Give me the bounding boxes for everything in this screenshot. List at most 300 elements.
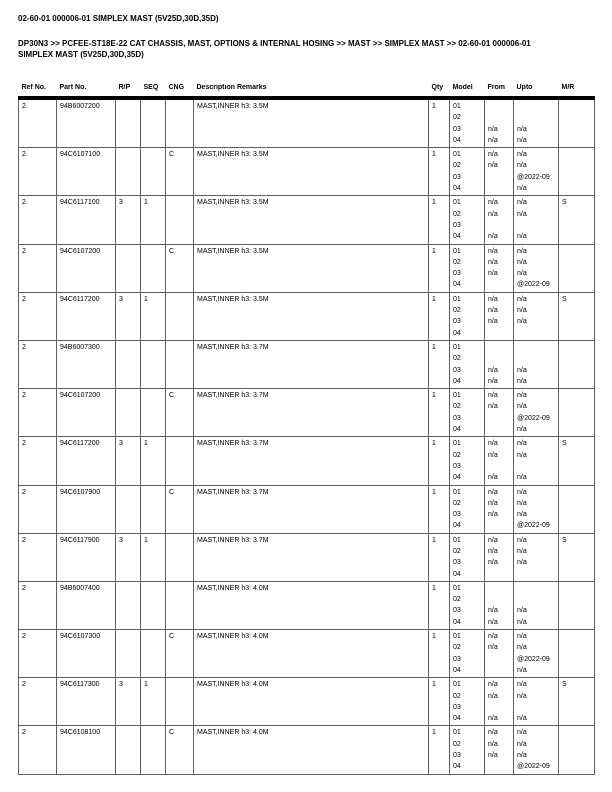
upto-value: n/a	[517, 488, 527, 496]
cell-cng-value: C	[169, 392, 175, 400]
from-value: n/a	[488, 233, 498, 241]
cell-qty	[429, 98, 450, 148]
cell-upto	[514, 244, 559, 292]
cell-part-no	[57, 196, 116, 244]
from-value	[488, 101, 512, 112]
model-value: 02	[453, 355, 461, 363]
from-value	[488, 220, 512, 231]
table-row	[19, 485, 595, 533]
cell-description-value: MAST,INNER h3: 3.7M	[197, 392, 269, 400]
cell-cng	[166, 244, 194, 292]
cell-rp-value: 3	[119, 681, 123, 689]
cell-mr-value: S	[562, 199, 567, 207]
table-row	[19, 389, 595, 437]
cell-qty-value: 1	[432, 536, 436, 544]
cell-description	[194, 630, 429, 678]
model-value: 02	[453, 692, 461, 700]
cell-mr-value: S	[562, 681, 567, 689]
from-value: n/a	[488, 210, 498, 218]
cell-description	[194, 340, 429, 388]
from-value	[488, 594, 512, 605]
cell-mr-value: S	[562, 295, 567, 303]
cell-rp	[116, 581, 141, 629]
column-header-description: Description Remarks	[194, 84, 429, 98]
cell-rp	[116, 389, 141, 437]
model-value: 04	[453, 522, 461, 530]
cell-part-no-value: 94C6107900	[60, 488, 101, 496]
column-header-from: From	[485, 84, 514, 98]
upto-value: n/a	[517, 392, 527, 400]
upto-value: n/a	[517, 740, 527, 748]
cell-ref-no	[19, 485, 57, 533]
cell-from	[485, 292, 514, 340]
model-value: 04	[453, 763, 461, 771]
cell-mr-value	[562, 727, 593, 738]
upto-value: n/a	[517, 729, 527, 737]
cell-qty-value: 1	[432, 247, 436, 255]
cell-mr-value	[562, 583, 593, 594]
cell-upto	[514, 485, 559, 533]
cell-description-value: MAST,INNER h3: 3.7M	[197, 536, 269, 544]
cell-rp-value	[119, 149, 139, 160]
cell-mr	[559, 148, 595, 196]
cell-part-no-value: 94C6117900	[60, 536, 100, 544]
upto-value: n/a	[517, 474, 527, 482]
cell-ref-no-value: 2	[22, 392, 26, 400]
cell-part-no-value: 94C6107200	[60, 247, 101, 255]
cell-qty	[429, 389, 450, 437]
from-value: n/a	[488, 729, 498, 737]
cell-ref-no	[19, 726, 57, 774]
cell-from	[485, 533, 514, 581]
from-value: n/a	[488, 392, 498, 400]
upto-value: n/a	[517, 666, 527, 674]
cell-cng-value: C	[169, 488, 175, 496]
upto-value: @2022-09	[517, 522, 550, 530]
cell-mr	[559, 389, 595, 437]
cell-part-no-value: 94C6117300	[60, 681, 100, 689]
cell-ref-no	[19, 244, 57, 292]
model-value: 01	[453, 199, 461, 207]
cell-ref-no-value: 2	[22, 343, 26, 351]
cell-ref-no-value: 2	[22, 247, 26, 255]
model-value: 03	[453, 462, 461, 470]
column-header-model: Model	[450, 84, 485, 98]
cell-cng-value: C	[169, 247, 175, 255]
cell-cng	[166, 678, 194, 726]
cell-model	[450, 485, 485, 533]
cell-ref-no-value: 2	[22, 440, 26, 448]
cell-part-no	[57, 630, 116, 678]
from-value: n/a	[488, 692, 498, 700]
cell-qty	[429, 581, 450, 629]
upto-value	[517, 594, 557, 605]
cell-description-value: MAST,INNER h3: 3.7M	[197, 440, 269, 448]
from-value	[488, 569, 512, 580]
model-value: 02	[453, 499, 461, 507]
cell-rp	[116, 533, 141, 581]
model-value: 03	[453, 125, 461, 133]
cell-description	[194, 148, 429, 196]
cell-upto	[514, 533, 559, 581]
cell-cng	[166, 726, 194, 774]
cell-description	[194, 678, 429, 726]
from-value: n/a	[488, 740, 498, 748]
cell-model	[450, 148, 485, 196]
cell-cng	[166, 437, 194, 485]
cell-seq-value: 1	[144, 681, 148, 689]
cell-upto	[514, 726, 559, 774]
cell-part-no	[57, 437, 116, 485]
cell-ref-no-value: 2	[22, 729, 26, 737]
cell-seq	[141, 98, 166, 148]
model-value: 02	[453, 644, 461, 652]
cell-seq-value: 1	[144, 536, 148, 544]
cell-mr	[559, 485, 595, 533]
cell-description-value: MAST,INNER h3: 3.5M	[197, 295, 269, 303]
model-value: 02	[453, 210, 461, 218]
cell-from	[485, 148, 514, 196]
upto-value	[517, 569, 557, 580]
model-value: 04	[453, 570, 461, 578]
cell-qty-value: 1	[432, 729, 436, 737]
from-value: n/a	[488, 511, 498, 519]
model-value: 03	[453, 559, 461, 567]
upto-value: @2022-09	[517, 414, 550, 422]
cell-part-no-value: 94C6107300	[60, 633, 101, 641]
cell-cng	[166, 148, 194, 196]
cell-ref-no-value: 2	[22, 151, 26, 159]
upto-value: n/a	[517, 752, 527, 760]
from-value: n/a	[488, 618, 498, 626]
model-value: 01	[453, 343, 461, 351]
cell-upto	[514, 98, 559, 148]
cell-cng-value	[169, 101, 192, 112]
cell-description	[194, 581, 429, 629]
from-value: n/a	[488, 270, 498, 278]
cell-cng	[166, 485, 194, 533]
upto-value: n/a	[517, 210, 527, 218]
upto-value: n/a	[517, 366, 527, 374]
cell-cng	[166, 581, 194, 629]
from-value: n/a	[488, 474, 498, 482]
model-value: 03	[453, 318, 461, 326]
cell-from	[485, 389, 514, 437]
cell-description	[194, 196, 429, 244]
from-value	[488, 702, 512, 713]
cell-from	[485, 678, 514, 726]
model-value: 03	[453, 703, 461, 711]
from-value: n/a	[488, 366, 498, 374]
cell-qty	[429, 148, 450, 196]
cell-qty-value: 1	[432, 151, 436, 159]
from-value: n/a	[488, 644, 498, 652]
cell-description-value: MAST,INNER h3: 4.0M	[197, 681, 269, 689]
from-value	[488, 353, 512, 364]
cell-qty	[429, 678, 450, 726]
from-value	[488, 413, 512, 424]
cell-ref-no	[19, 389, 57, 437]
cell-part-no-value: 94C6117100	[60, 199, 100, 207]
table-row	[19, 581, 595, 629]
cell-mr	[559, 726, 595, 774]
cell-description	[194, 292, 429, 340]
upto-value	[517, 353, 557, 364]
cell-seq	[141, 437, 166, 485]
cell-cng	[166, 196, 194, 244]
cell-part-no-value: 94B6007400	[60, 584, 100, 592]
cell-part-no-value: 94B6007200	[60, 103, 100, 110]
cell-model	[450, 389, 485, 437]
cell-rp-value: 3	[119, 295, 123, 303]
cell-seq	[141, 581, 166, 629]
upto-value: n/a	[517, 559, 527, 567]
table-row	[19, 340, 595, 388]
cell-description-value: MAST,INNER h3: 3.5M	[197, 247, 269, 255]
upto-value: n/a	[517, 451, 527, 459]
model-value: 01	[453, 151, 461, 159]
cell-cng	[166, 389, 194, 437]
page-title: 02-60-01 000006-01 SIMPLEX MAST (5V25D,30D,35D)	[18, 14, 219, 23]
from-value	[488, 112, 512, 123]
cell-upto	[514, 630, 559, 678]
cell-ref-no-value: 2	[22, 633, 26, 641]
cell-ref-no	[19, 437, 57, 485]
cell-part-no	[57, 148, 116, 196]
cell-mr-value	[562, 390, 593, 401]
model-value: 01	[453, 295, 461, 303]
cell-qty-value: 1	[432, 488, 436, 496]
cell-from	[485, 726, 514, 774]
upto-value: n/a	[517, 499, 527, 507]
cell-upto	[514, 196, 559, 244]
column-header-rp: R/P	[116, 84, 141, 98]
from-value: n/a	[488, 258, 498, 266]
from-value: n/a	[488, 681, 498, 689]
from-value: n/a	[488, 403, 498, 411]
upto-value: n/a	[517, 125, 527, 133]
cell-qty-value: 1	[432, 295, 436, 303]
column-header-mr: M/R	[559, 84, 595, 98]
cell-qty-value: 1	[432, 392, 436, 400]
model-value: 04	[453, 426, 461, 434]
cell-rp-value	[119, 390, 139, 401]
model-value: 03	[453, 607, 461, 615]
model-value: 04	[453, 185, 461, 193]
cell-part-no-value: 94C6107100	[60, 151, 101, 159]
column-header-ref-no: Ref No.	[19, 84, 57, 98]
cell-mr-value	[562, 631, 593, 642]
model-value: 04	[453, 666, 461, 674]
model-value: 04	[453, 715, 461, 723]
upto-value: n/a	[517, 258, 527, 266]
cell-description	[194, 533, 429, 581]
cell-cng	[166, 98, 194, 148]
cell-qty-value: 1	[432, 343, 436, 351]
upto-value: n/a	[517, 403, 527, 411]
cell-ref-no-value: 2	[22, 295, 26, 303]
cell-model	[450, 533, 485, 581]
cell-qty-value: 1	[432, 440, 436, 448]
cell-mr-value	[562, 487, 593, 498]
cell-ref-no	[19, 98, 57, 148]
cell-qty	[429, 244, 450, 292]
cell-upto	[514, 389, 559, 437]
from-value: n/a	[488, 752, 498, 760]
cell-seq-value: 1	[144, 295, 148, 303]
cell-ref-no-value: 2	[22, 199, 26, 207]
upto-value: n/a	[517, 536, 527, 544]
upto-value	[517, 461, 557, 472]
upto-value: n/a	[517, 295, 527, 303]
cell-description-value: MAST,INNER h3: 3.7M	[197, 488, 269, 496]
cell-cng	[166, 533, 194, 581]
from-value: n/a	[488, 559, 498, 567]
upto-value: n/a	[517, 185, 527, 193]
cell-description	[194, 389, 429, 437]
cell-cng-value	[169, 535, 192, 546]
cell-qty-value: 1	[432, 103, 436, 110]
from-value: n/a	[488, 715, 498, 723]
cell-model	[450, 437, 485, 485]
model-value: 02	[453, 740, 461, 748]
cell-qty-value: 1	[432, 584, 436, 592]
cell-upto	[514, 148, 559, 196]
cell-description-value: MAST,INNER h3: 4.0M	[197, 584, 269, 592]
cell-model	[450, 98, 485, 148]
upto-value: n/a	[517, 440, 527, 448]
cell-description-value: MAST,INNER h3: 4.0M	[197, 729, 269, 737]
from-value: n/a	[488, 377, 498, 385]
cell-qty	[429, 292, 450, 340]
cell-ref-no	[19, 196, 57, 244]
cell-seq	[141, 148, 166, 196]
cell-seq-value	[144, 583, 164, 594]
cell-rp	[116, 485, 141, 533]
upto-value: n/a	[517, 426, 527, 434]
cell-description-value: MAST,INNER h3: 3.7M	[197, 343, 269, 351]
cell-rp	[116, 678, 141, 726]
cell-ref-no	[19, 148, 57, 196]
cell-cng-value	[169, 438, 192, 449]
upto-value: n/a	[517, 607, 527, 615]
cell-qty	[429, 196, 450, 244]
table-row	[19, 244, 595, 292]
model-value: 01	[453, 488, 461, 496]
upto-value: n/a	[517, 644, 527, 652]
cell-part-no-value: 94C6107200	[60, 392, 101, 400]
upto-value: n/a	[517, 233, 527, 241]
cell-seq	[141, 244, 166, 292]
upto-value: n/a	[517, 318, 527, 326]
cell-part-no	[57, 581, 116, 629]
model-value: 02	[453, 258, 461, 266]
table-row	[19, 437, 595, 485]
cell-seq-value	[144, 149, 164, 160]
cell-model	[450, 678, 485, 726]
model-value: 04	[453, 136, 461, 144]
cell-description	[194, 726, 429, 774]
cell-description-value: MAST,INNER h3: 3.5M	[197, 199, 269, 207]
cell-seq-value	[144, 246, 164, 257]
cell-rp-value	[119, 342, 139, 353]
from-value: n/a	[488, 199, 498, 207]
from-value	[488, 172, 512, 183]
cell-seq	[141, 630, 166, 678]
cell-model	[450, 292, 485, 340]
cell-seq	[141, 340, 166, 388]
cell-cng	[166, 292, 194, 340]
breadcrumb: DP30N3 >> PCFEE-ST18E-22 CAT CHASSIS, MAST, OPTIONS & INTERNAL HOSING >> MAST >> SIMPLEX MAST >> 02-60-01 000006-01 SIMPLEX MAST (5V25D,30D,35D)	[18, 39, 531, 59]
cell-rp-value	[119, 246, 139, 257]
cell-cng	[166, 340, 194, 388]
cell-mr-value: S	[562, 440, 567, 448]
cell-part-no	[57, 292, 116, 340]
cell-mr-value	[562, 246, 593, 257]
cell-description-value: MAST,INNER h3: 3.5M	[197, 151, 269, 159]
cell-rp	[116, 340, 141, 388]
upto-value: @2022-09	[517, 281, 550, 289]
cell-from	[485, 485, 514, 533]
model-value: 04	[453, 329, 461, 337]
from-value: n/a	[488, 499, 498, 507]
table-row	[19, 678, 595, 726]
model-value: 02	[453, 596, 461, 604]
upto-value: n/a	[517, 151, 527, 159]
cell-description	[194, 437, 429, 485]
upto-value: n/a	[517, 199, 527, 207]
column-header-upto: Upto	[514, 84, 559, 98]
cell-seq-value	[144, 390, 164, 401]
upto-value: n/a	[517, 511, 527, 519]
cell-part-no-value: 94C6117200	[60, 440, 100, 448]
cell-rp-value: 3	[119, 536, 123, 544]
model-value: 04	[453, 281, 461, 289]
cell-part-no	[57, 98, 116, 148]
from-value: n/a	[488, 162, 498, 170]
upto-value: n/a	[517, 715, 527, 723]
cell-rp-value	[119, 583, 139, 594]
cell-model	[450, 196, 485, 244]
table-row	[19, 630, 595, 678]
from-value	[488, 583, 512, 594]
from-value: n/a	[488, 440, 498, 448]
cell-seq-value	[144, 101, 164, 112]
from-value	[488, 424, 512, 435]
model-value: 01	[453, 584, 461, 592]
cell-description	[194, 244, 429, 292]
from-value: n/a	[488, 318, 498, 326]
cell-part-no-value: 94B6007300	[60, 343, 100, 351]
cell-upto	[514, 340, 559, 388]
cell-rp	[116, 148, 141, 196]
upto-value	[517, 112, 557, 123]
column-header-seq: SEQ	[141, 84, 166, 98]
cell-seq	[141, 292, 166, 340]
cell-mr-value	[562, 342, 593, 353]
upto-value: n/a	[517, 547, 527, 555]
upto-value: n/a	[517, 136, 527, 144]
cell-mr	[559, 340, 595, 388]
from-value: n/a	[488, 547, 498, 555]
cell-part-no	[57, 389, 116, 437]
cell-ref-no-value: 2	[22, 681, 26, 689]
cell-model	[450, 581, 485, 629]
from-value: n/a	[488, 633, 498, 641]
cell-seq	[141, 678, 166, 726]
cell-qty-value: 1	[432, 633, 436, 641]
model-value: 01	[453, 103, 461, 110]
